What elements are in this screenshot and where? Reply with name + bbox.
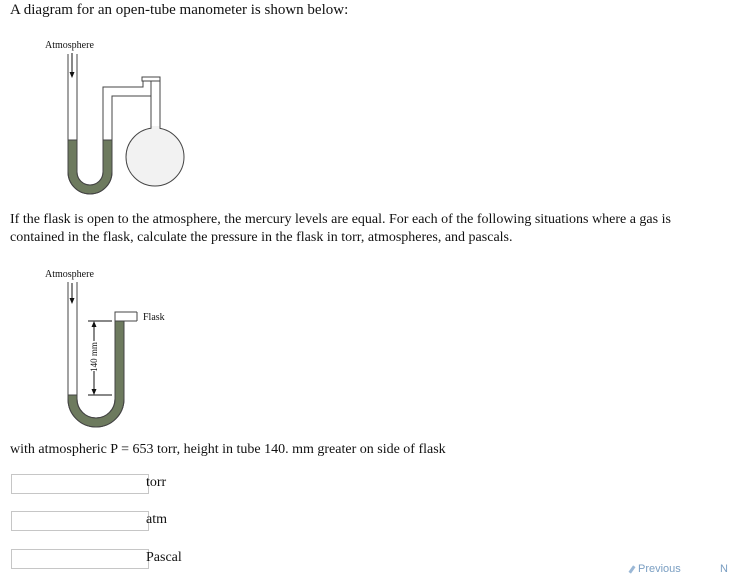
next-button[interactable]	[720, 563, 728, 575]
description-paragraph: If the flask is open to the atmosphere, the mercury levels are equal. For each of the following situations where a gas is contained in the flask, calculate the pressure in the flask in torr, atmospheres, and pascals.	[10, 212, 671, 245]
stopcock	[142, 77, 160, 81]
manometer-diagram-open	[0, 34, 230, 204]
pascal-input[interactable]	[11, 549, 149, 569]
torr-unit-label: torr	[146, 475, 167, 490]
mercury-column	[68, 321, 124, 427]
height-label: 140 mm	[89, 342, 99, 372]
flask-neck	[151, 81, 160, 132]
torr-input[interactable]	[11, 474, 149, 494]
pencil-icon	[628, 565, 635, 573]
previous-label: Previous	[638, 563, 681, 575]
atmosphere-label: Atmosphere	[45, 40, 94, 51]
mercury-column	[68, 140, 112, 194]
answer-row-torr	[11, 474, 291, 494]
answer-row-atm	[11, 511, 291, 531]
atmosphere-arrowhead	[70, 72, 75, 78]
answer-row-pascal	[11, 549, 291, 569]
atm-unit-label: atm	[146, 512, 167, 527]
atmosphere-label: Atmosphere	[45, 269, 94, 280]
pascal-unit-label: Pascal	[146, 550, 182, 565]
previous-button[interactable]	[628, 563, 681, 575]
manometer-diagram-closed	[0, 264, 230, 434]
flask-label: Flask	[143, 312, 165, 323]
atm-input[interactable]	[11, 511, 149, 531]
flask	[126, 128, 184, 186]
u-tube	[68, 282, 137, 427]
atmosphere-arrowhead	[70, 298, 75, 304]
next-label: N	[720, 563, 728, 575]
height-arrow-bottom	[92, 389, 97, 395]
intro-text: A diagram for an open-tube manometer is shown below:	[10, 2, 349, 18]
situation-text: with atmospheric P = 653 torr, height in tube 140. mm greater on side of flask	[10, 442, 446, 457]
height-arrow-top	[92, 321, 97, 327]
